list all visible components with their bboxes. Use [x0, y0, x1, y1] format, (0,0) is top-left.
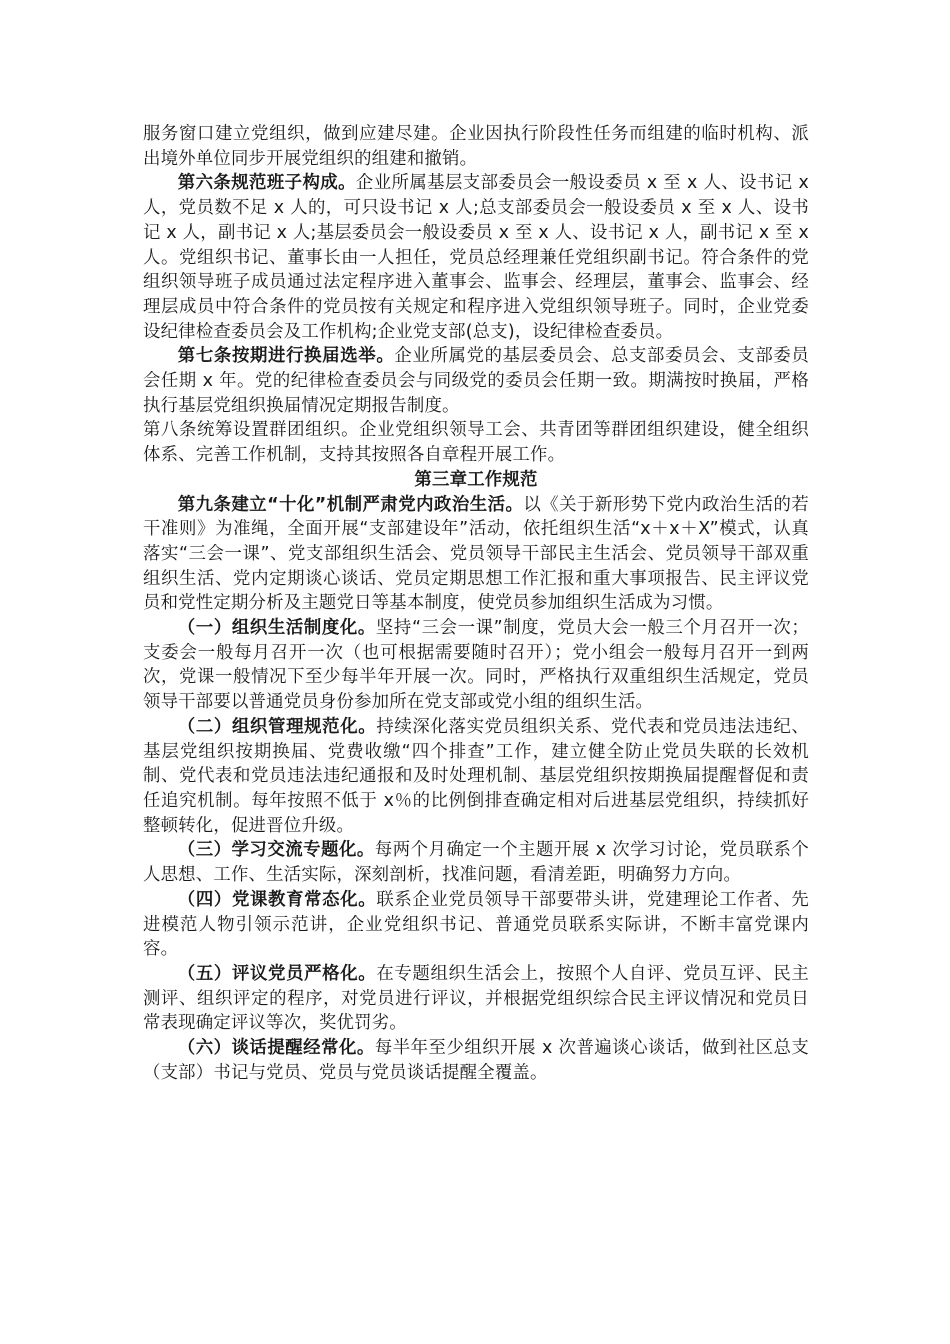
item-4-heading: （四）党课教育常态化。	[177, 889, 377, 910]
item-5-heading: （五）评议党员严格化。	[177, 963, 377, 984]
item-2	[143, 715, 809, 839]
item-5-body: 在专题组织生活会上，按照个人自评、党员互评、民主测评、组织评定的程序，对党员进行评议，并根据党组织综合民主评议情况和党员日常表现确定评议等次，奖优罚劣。	[143, 963, 810, 1034]
item-1	[143, 616, 809, 715]
item-3	[143, 838, 809, 887]
item-1-heading: （一）组织生活制度化。	[177, 618, 376, 639]
item-1-body: 坚持“三会一课”制度，党员大会一般三个月召开一次；支委会一般每月召开一次（也可根据需要随时召开）；党小组会一般每月召开一到两次，党课一般情况下至少每半年开展一次。同时，严格执行双重组织生活规定，党员领导干部要以普通党员身份参加所在党支部或党小组的组织生活。	[143, 618, 809, 713]
article-9	[143, 493, 809, 617]
item-3-heading: （三）学习交流专题化。	[177, 840, 375, 861]
article-8: 第八条统筹设置群团组织。企业党组织领导工会、共青团等群团组织建设，健全组织体系、完善工作机制，支持其按照各自章程开展工作。	[143, 420, 809, 466]
item-2-body: 持续深化落实党员组织关系、党代表和党员违法违纪、基层党组织按期换届、党费收缴“四个排查”工作，建立健全防止党员失联的长效机制、党代表和党员违法违纪通报和及时处理机制、基层党组织按期换届提醒督促和责任追究机制。每年按照不低于 x％的比例倒排查确定相对后进基层党组织，持续抓好整顿转化，促进晋位升级。	[143, 716, 810, 836]
article-9-heading: 第九条建立“十化”机制严肃党内政治生活。	[177, 494, 524, 515]
document-page	[143, 122, 809, 1085]
item-4	[143, 888, 809, 962]
article-7-heading: 第七条按期进行换届选举。	[177, 346, 395, 367]
article-7-body: 企业所属党的基层委员会、总支部委员会、支部委员会任期 x 年。党的纪律检查委员会与同级党的委员会任期一致。期满按时换届，严格执行基层党组织换届情况定期报告制度。	[143, 346, 810, 416]
article-6-heading: 第六条规范班子构成。	[177, 173, 356, 194]
article-9-body: 以《关于新形势下党内政治生活的若干准则》为准绳，全面开展“支部建设年”活动，依托组织生活“x＋x＋X”模式，认真落实“三会一课”、党支部组织生活会、党员领导干部民主生活会、党员领导干部双重组织生活、党内定期谈心谈话、党员定期思想工作汇报和重大事项报告、民主评议党员和党性定期分析及主题党日等基本制度，使党员参加组织生活成为习惯。	[143, 494, 809, 614]
item-6-body: 每半年至少组织开展 x 次普遍谈心谈话，做到社区总支（支部）书记与党员、党员与党员谈话提醒全覆盖。	[143, 1038, 809, 1083]
article-7	[143, 344, 809, 418]
item-3-body: 每两个月确定一个主题开展 x 次学习讨论，党员联系个人思想、工作、生活实际，深刻剖析，找准问题，看清差距，明确努力方向。	[143, 840, 809, 886]
chapter-3-title: 第三章工作规范	[414, 469, 538, 490]
item-2-heading: （二）组织管理规范化。	[177, 716, 377, 737]
item-4-body: 联系企业党员领导干部要带头讲，党建理论工作者、先进模范人物引领示范讲，企业党组织书记、普通党员联系实际讲，不断丰富党课内容。	[143, 889, 810, 960]
article-6-body: 企业所属基层支部委员会一般设委员 x 至 x 人、设书记 x 人，党员数不足 x 人的，可只设书记 x 人;总支部委员会一般设委员 x 至 x 人、设书记 x 人，副书记 x 人;基层委员会一般设委员 x 至 x 人、设书记 x 人，副书记 x 至 x 人。党组织书记、董事长由一人担任，党员总经理兼任党组织副书记。符合条件的党组织领导班子成员通过法定程序进入董事会、监事会、经理层，董事会、监事会、经理层成员中符合条件的党员按有关规定和程序进入党组织领导班子。同时，企业党委设纪律检查委员会及工作机构;企业党支部(总支)，设纪律检查委员。	[143, 173, 809, 342]
paragraph-intro: 服务窗口建立党组织，做到应建尽建。企业因执行阶段性任务而组建的临时机构、派出境外单位同步开展党组织的组建和撤销。	[143, 124, 809, 169]
item-6	[143, 1036, 809, 1085]
article-6	[143, 171, 809, 344]
item-6-heading: （六）谈话提醒经常化。	[177, 1038, 375, 1059]
item-5	[143, 962, 809, 1036]
